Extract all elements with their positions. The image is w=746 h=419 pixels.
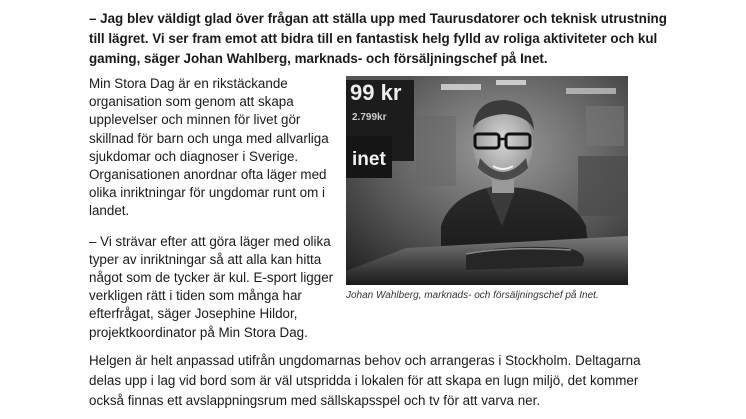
sign-small-price: 2.799kr — [352, 112, 387, 123]
portrait-illustration — [346, 76, 628, 285]
paragraph-quote-hildor: – Vi strävar efter att göra läger med olika typer av inriktningar så att alla kan hitta något som de tycker är kul. E-sport ligger verkligen rätt i tiden som många har efterfrågat, säger Josephine Hildor, projektkoordinator på Min Stora Dag. — [89, 233, 334, 340]
inet-logo: inet — [352, 149, 386, 170]
photo-caption: Johan Wahlberg, marknads- och försäljningschef på Inet. — [346, 290, 599, 301]
lead-quote: – Jag blev väldigt glad över frågan att ställa upp med Taurusdatorer och teknisk utrustning till lägret. Vi ser fram emot att bidra till en fantastisk helg fylld av roliga aktiviteter och kul gaming, säger Johan Wahlberg, marknads- och försäljningschef på Inet. — [89, 11, 667, 66]
paragraph-event-details: Helgen är helt anpassad utifrån ungdomarnas behov och arrangeras i Stockholm. Deltagarna delas upp i lag vid bord som är väl utspridda i lokalen för att skapa en lugn miljö, det kommer också finnas ett avslappningsrum med sällskapsspel och tv för att varva ner. — [89, 353, 641, 408]
text-column — [89, 75, 339, 354]
sign-price: 99 kr — [350, 80, 402, 105]
portrait-photo — [346, 76, 628, 285]
paragraph-organisation: Min Stora Dag är en rikstäckande organisation som genom att skapa upplevelser och minnen för livet gör skillnad för barn och unga med allvarliga sjukdomar och diagnoser i Sverige. Organisationen anordnar ofta läger med olika inriktningar för ungdomar runt om i landet. — [89, 76, 329, 219]
